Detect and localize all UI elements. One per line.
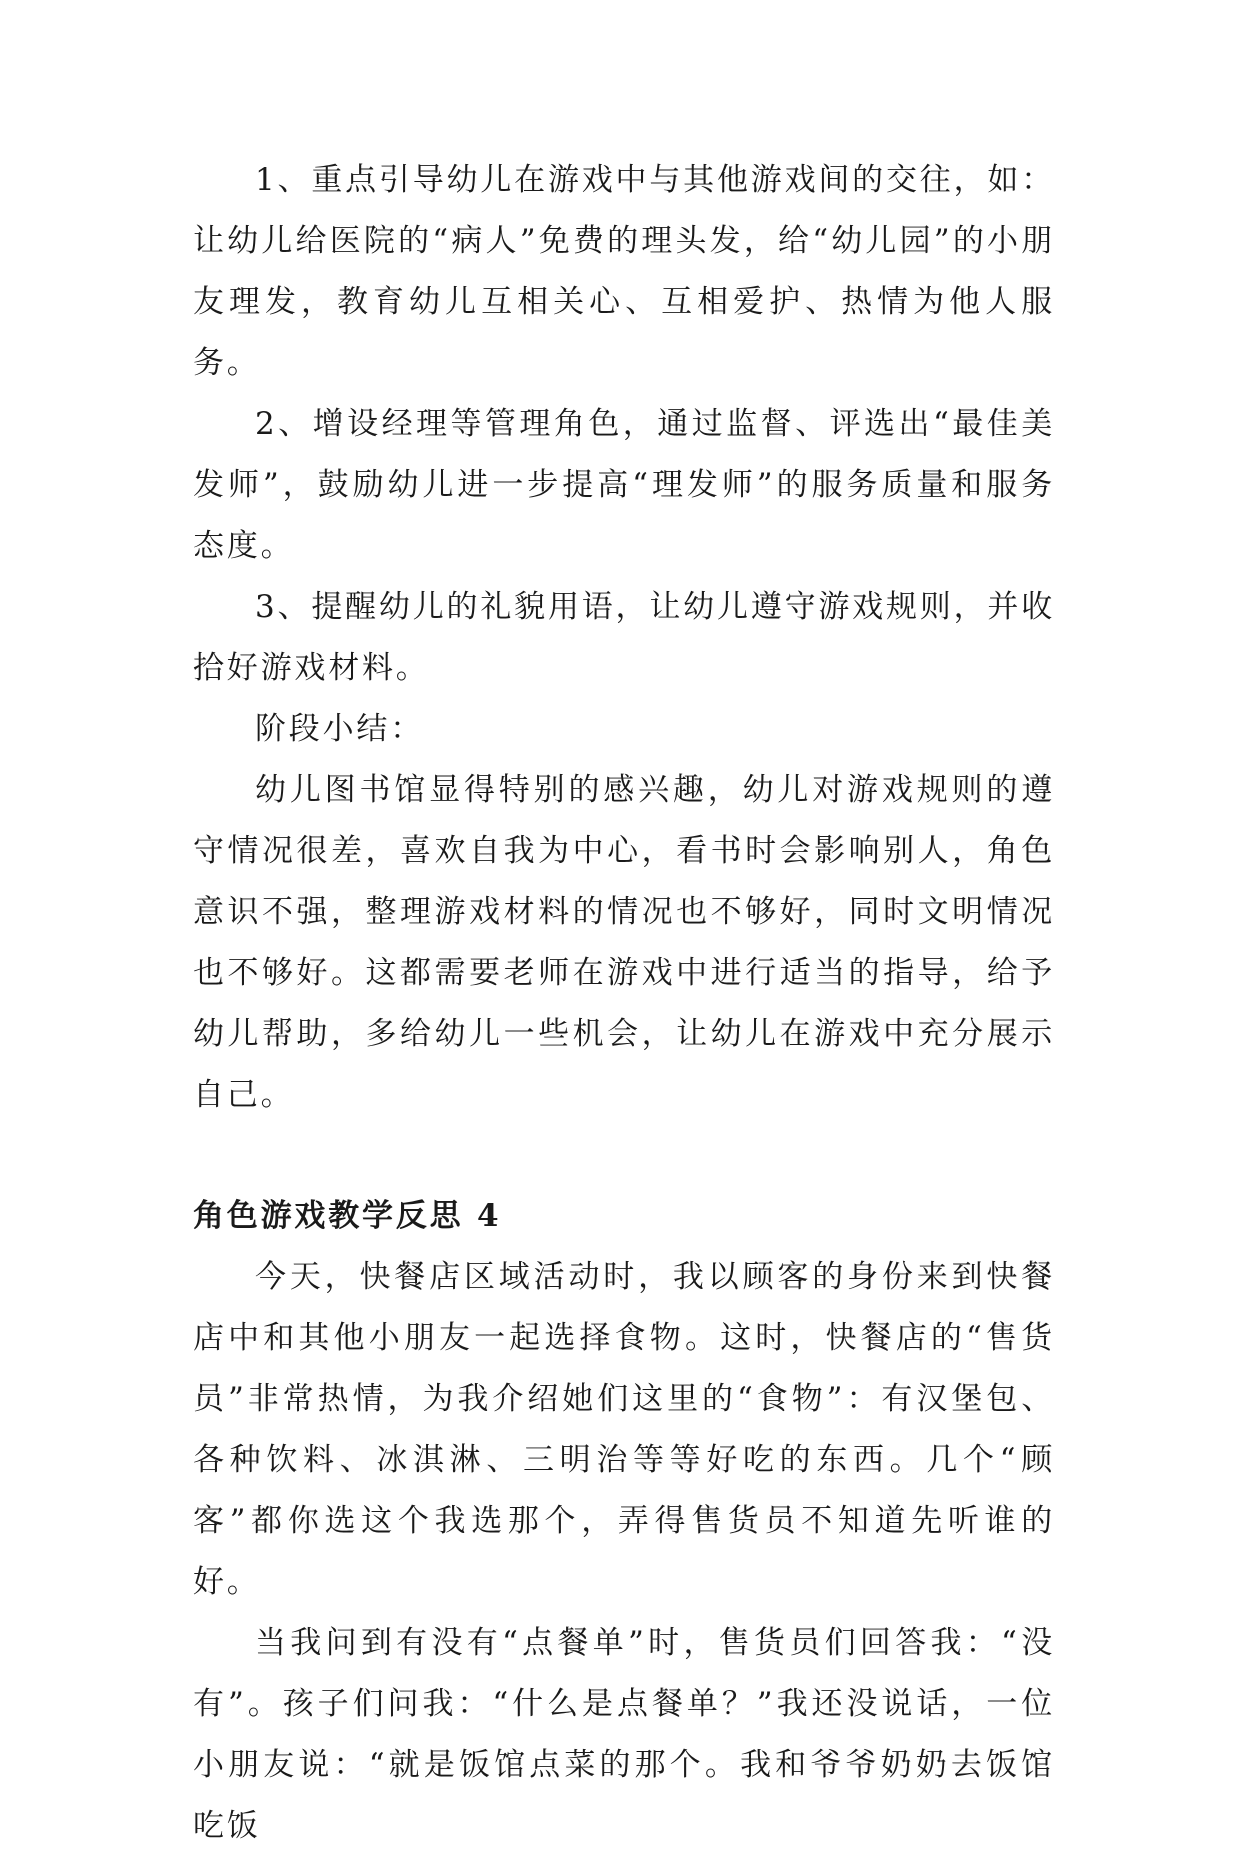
paragraph-fastfood-1: 今天，快餐店区域活动时，我以顾客的身份来到快餐店中和其他小朋友一起选择食物。这时，快餐店的“售货员”非常热情，为我介绍她们这里的“食物”：有汉堡包、各种饮料、冰淇淋、三明治等等好吃的东西。几个“顾客”都你选这个我选那个，弄得售货员不知道先听谁的好。 [193,1259,1055,1600]
paragraph-guidance-3: 3、提醒幼儿的礼貌用语，让幼儿遵守游戏规则，并收拾好游戏材料。 [193,589,1055,686]
paragraph-guidance-1: 1、重点引导幼儿在游戏中与其他游戏间的交往，如：让幼儿给医院的“病人”免费的理头发，给“幼儿园”的小朋友理发，教育幼儿互相关心、互相爱护、热情为他人服务。 [193,162,1055,381]
paragraph-fastfood-2: 当我问到有没有“点餐单”时，售货员们回答我：“没有”。孩子们问我：“什么是点餐单？”我还没说话，一位小朋友说：“就是饭馆点菜的那个。我和爷爷奶奶去饭馆吃饭 [193,1625,1055,1844]
document-page [193,150,1055,1857]
paragraph-guidance-2: 2、增设经理等管理角色，通过监督、评选出“最佳美发师”，鼓励幼儿进一步提高“理发师”的服务质量和服务态度。 [193,406,1055,564]
section-heading: 角色游戏教学反思 4 [193,1198,502,1234]
stage-summary-label: 阶段小结： [255,711,424,747]
stage-summary-text: 幼儿图书馆显得特别的感兴趣，幼儿对游戏规则的遵守情况很差，喜欢自我为中心，看书时会影响别人，角色意识不强，整理游戏材料的情况也不够好，同时文明情况也不够好。这都需要老师在游戏中进行适当的指导，给予幼儿帮助，多给幼儿一些机会，让幼儿在游戏中充分展示自己。 [193,772,1055,1113]
